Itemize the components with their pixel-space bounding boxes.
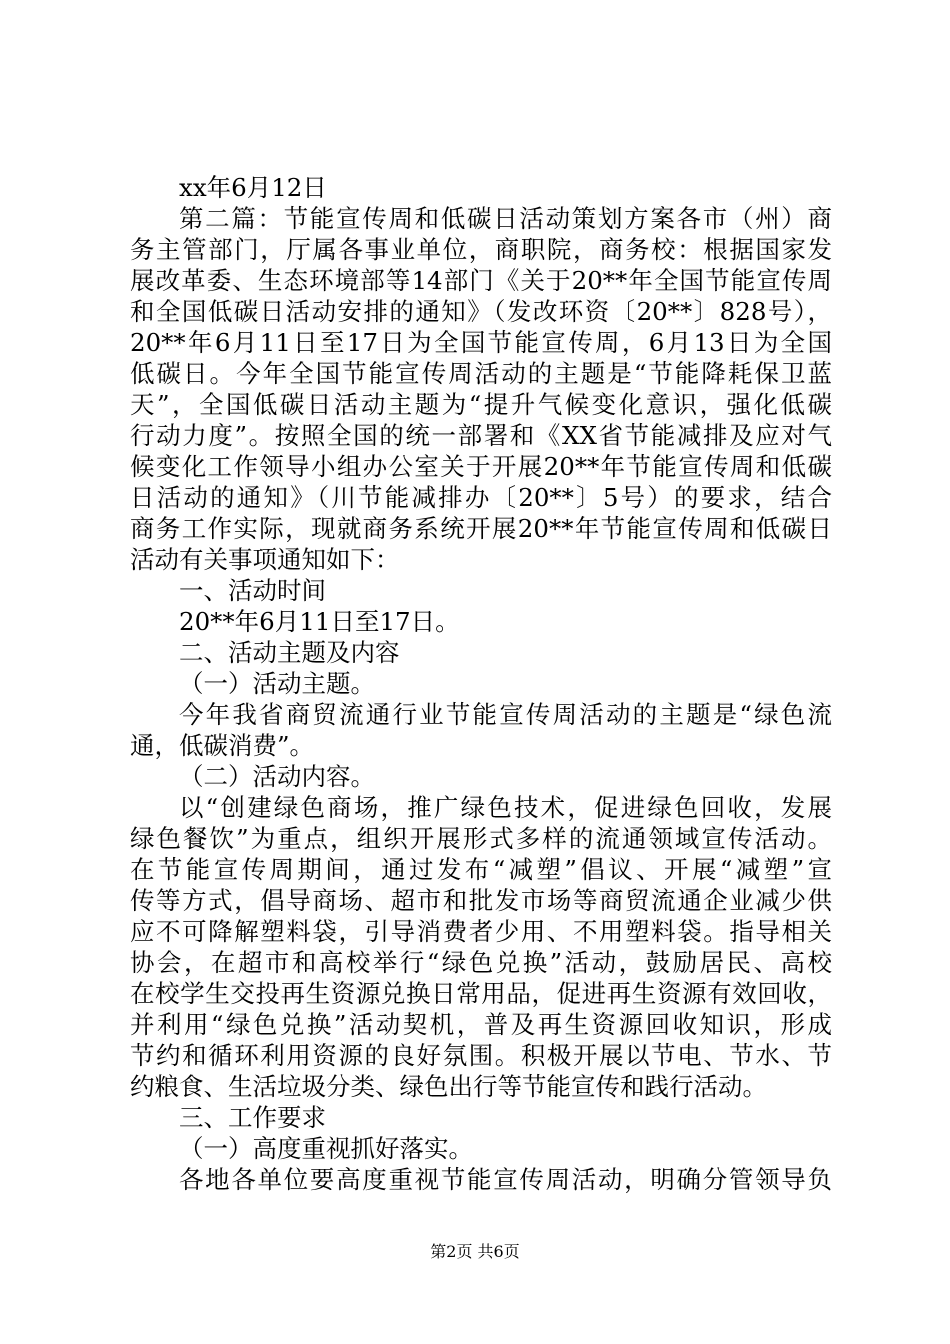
subsection-heading: （一）活动主题。: [179, 669, 375, 698]
chapter-heading-line: 第二篇：节能宣传周和低碳日活动策划方案各市（州）商: [179, 204, 832, 233]
paragraph-line: 活动有关事项通知如下：: [130, 545, 400, 574]
paragraph-line: 并利用“绿色兑换”活动契机，普及再生资源回收知识，形成: [130, 1010, 832, 1039]
paragraph-line: 展改革委、生态环境部等14部门《关于20**年全国节能宣传周: [130, 266, 832, 295]
paragraph-line: 天”，全国低碳日活动主题为“提升气候变化意识，强化低碳: [130, 390, 832, 419]
paragraph-line: 约粮食、生活垃圾分类、绿色出行等节能宣传和践行活动。: [130, 1072, 767, 1101]
paragraph-line: 日活动的通知》（川节能减排办〔20**〕5号）的要求，结合: [130, 483, 832, 512]
subsection-heading: （二）活动内容。: [179, 762, 375, 791]
paragraph-line: 在校学生交投再生资源兑换日常用品，促进再生资源有效回收，: [130, 979, 832, 1008]
document-body: [130, 172, 832, 1195]
paragraph-line: 务主管部门，厅属各事业单位，商职院，商务校：根据国家发: [130, 235, 832, 264]
paragraph-line: 应不可降解塑料袋，引导消费者少用、不用塑料袋。指导相关: [130, 917, 832, 946]
section-heading: 二、活动主题及内容: [179, 638, 400, 667]
paragraph-line: 候变化工作领导小组办公室关于开展20**年节能宣传周和低碳: [130, 452, 832, 481]
paragraph-line: 商务工作实际，现就商务系统开展20**年节能宣传周和低碳日: [130, 514, 832, 543]
paragraph-line: 20**年6月11日至17日。: [179, 607, 460, 636]
paragraph-line: 传等方式，倡导商场、超市和批发市场等商贸流通企业减少供: [130, 886, 832, 915]
page-number-footer: 第2页 共6页: [430, 1242, 520, 1261]
paragraph-line: 节约和循环利用资源的良好氛围。积极开展以节电、节水、节: [130, 1041, 832, 1070]
paragraph-line: 通，低碳消费”。: [130, 731, 315, 760]
paragraph-line: 绿色餐饮”为重点，组织开展形式多样的流通领域宣传活动。: [130, 824, 832, 853]
paragraph-line: 20**年6月11日至17日为全国节能宣传周，6月13日为全国: [130, 328, 832, 357]
subsection-heading: （一）高度重视抓好落实。: [179, 1134, 473, 1163]
paragraph-line: 低碳日。今年全国节能宣传周活动的主题是“节能降耗保卫蓝: [130, 359, 832, 388]
date-line: xx年6月12日: [179, 173, 327, 202]
paragraph-line: 以“创建绿色商场，推广绿色技术，促进绿色回收，发展: [179, 793, 832, 822]
paragraph-line: 今年我省商贸流通行业节能宣传周活动的主题是“绿色流: [179, 700, 832, 729]
section-heading: 一、活动时间: [179, 576, 326, 605]
section-heading: 三、工作要求: [179, 1103, 326, 1132]
paragraph-line: 行动力度”。按照全国的统一部署和《XX省节能减排及应对气: [130, 421, 832, 450]
paragraph-line: 协会，在超市和高校举行“绿色兑换”活动，鼓励居民、高校: [130, 948, 832, 977]
paragraph-line: 各地各单位要高度重视节能宣传周活动，明确分管领导负: [179, 1165, 832, 1194]
paragraph-line: 和全国低碳日活动安排的通知》（发改环资〔20**〕828号），: [130, 297, 832, 326]
paragraph-line: 在节能宣传周期间，通过发布“减塑”倡议、开展“减塑”宣: [130, 855, 832, 884]
